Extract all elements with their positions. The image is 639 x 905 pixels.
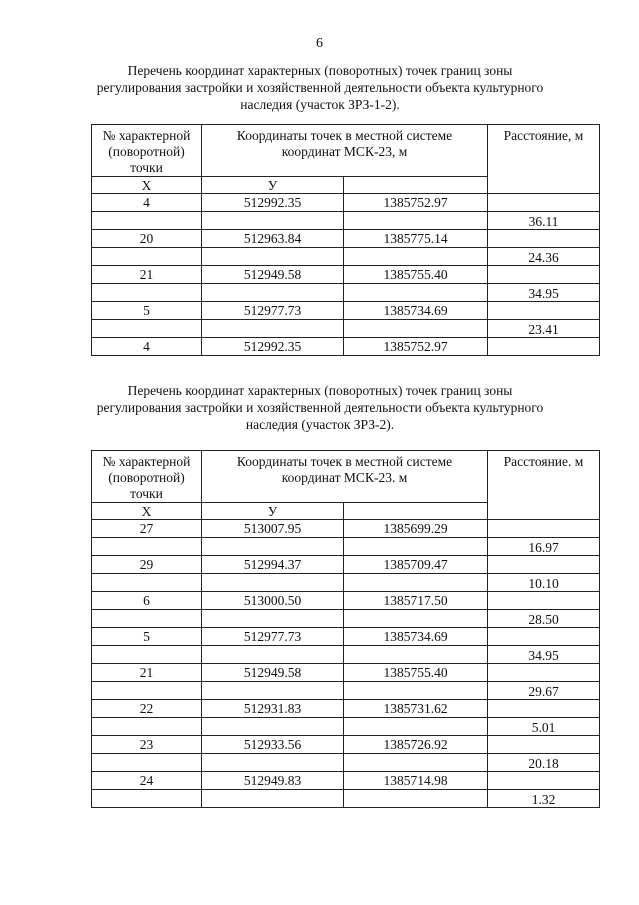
- distance-row: [92, 790, 600, 808]
- y-coordinate-cell-empty: [344, 682, 488, 700]
- distance-cell: 16.97: [488, 538, 600, 556]
- y-coordinate-cell-empty: [344, 718, 488, 736]
- x-coordinate-cell-empty: [202, 574, 344, 592]
- point-number-cell: 23: [92, 736, 202, 754]
- point-number-cell: 27: [92, 520, 202, 538]
- y-coordinate-cell: 1385717.50: [344, 592, 488, 610]
- distance-cell-empty: [488, 700, 600, 718]
- x-coordinate-cell-empty: [202, 718, 344, 736]
- point-number-cell-empty: [92, 212, 202, 230]
- point-column-header: [92, 125, 202, 177]
- x-coordinate-cell: 512977.73: [202, 302, 344, 320]
- y-coordinate-cell-empty: [344, 646, 488, 664]
- header-line: координат МСК-23, м: [281, 144, 408, 159]
- point-number-cell-empty: [92, 248, 202, 266]
- distance-cell: 34.95: [488, 646, 600, 664]
- header-line: № характерной: [102, 128, 191, 143]
- x-coordinate-cell: 512992.35: [202, 194, 344, 212]
- distance-cell-empty: [488, 736, 600, 754]
- distance-row: [92, 320, 600, 338]
- point-row: [92, 520, 600, 538]
- point-row: [92, 194, 600, 212]
- point-number-cell-empty: [92, 790, 202, 808]
- point-row: [92, 556, 600, 574]
- x-coordinate-cell-empty: [202, 754, 344, 772]
- coordinates-table-1: [91, 124, 600, 356]
- y-coordinate-cell-empty: [344, 610, 488, 628]
- point-number-cell: 24: [92, 772, 202, 790]
- y-coordinate-cell-empty: [344, 790, 488, 808]
- x-coordinate-cell-empty: [202, 212, 344, 230]
- point-row: [92, 664, 600, 682]
- point-number-cell: 6: [92, 592, 202, 610]
- y-coordinate-cell-empty: [344, 212, 488, 230]
- coordinates-column-header: [202, 125, 488, 177]
- distance-row: [92, 284, 600, 302]
- point-row: [92, 592, 600, 610]
- distance-row: [92, 610, 600, 628]
- y-coordinate-cell: 1385731.62: [344, 700, 488, 718]
- y-coordinate-cell: 1385755.40: [344, 266, 488, 284]
- point-number-cell-empty: [92, 754, 202, 772]
- page-number: 6: [316, 36, 323, 51]
- point-number-cell: 20: [92, 230, 202, 248]
- coordinates-column-header: [202, 451, 488, 503]
- x-column-header: Х: [92, 503, 202, 520]
- x-coordinate-cell: 513000.50: [202, 592, 344, 610]
- point-number-cell: 21: [92, 664, 202, 682]
- distance-cell-empty: [488, 556, 600, 574]
- y-coordinate-cell: 1385775.14: [344, 230, 488, 248]
- distance-cell: 20.18: [488, 754, 600, 772]
- distance-cell-empty: [488, 628, 600, 646]
- point-row: [92, 736, 600, 754]
- y-coordinate-cell: 1385752.97: [344, 338, 488, 356]
- caption-line: наследия (участок ЗРЗ-2).: [245, 417, 395, 432]
- distance-row: [92, 682, 600, 700]
- x-coordinate-cell-empty: [202, 790, 344, 808]
- x-coordinate-cell: 512949.58: [202, 664, 344, 682]
- distance-row: [92, 574, 600, 592]
- distance-cell: 1.32: [488, 790, 600, 808]
- distance-column-header: [488, 125, 600, 194]
- distance-row: [92, 212, 600, 230]
- y-coordinate-cell-empty: [344, 538, 488, 556]
- distance-cell: 34.95: [488, 284, 600, 302]
- x-coordinate-cell-empty: [202, 284, 344, 302]
- y-coordinate-cell: 1385699.29: [344, 520, 488, 538]
- distance-cell-empty: [488, 194, 600, 212]
- point-number-cell-empty: [92, 538, 202, 556]
- x-coordinate-cell-empty: [202, 682, 344, 700]
- distance-row: [92, 646, 600, 664]
- distance-cell: 28.50: [488, 610, 600, 628]
- distance-cell: 23.41: [488, 320, 600, 338]
- distance-cell: 24.36: [488, 248, 600, 266]
- distance-row: [92, 718, 600, 736]
- distance-cell-empty: [488, 772, 600, 790]
- y-column-header: У: [202, 177, 344, 194]
- point-number-cell: 4: [92, 194, 202, 212]
- point-row: [92, 230, 600, 248]
- section-1-caption: [85, 62, 555, 113]
- x-coordinate-cell: 512992.35: [202, 338, 344, 356]
- table-body: [92, 194, 600, 356]
- distance-row: [92, 248, 600, 266]
- header-line: (поворотной): [108, 470, 185, 485]
- distance-cell: 29.67: [488, 682, 600, 700]
- point-number-cell-empty: [92, 682, 202, 700]
- y-coordinate-cell-empty: [344, 574, 488, 592]
- y-coordinate-cell: 1385734.69: [344, 628, 488, 646]
- distance-cell-empty: [488, 302, 600, 320]
- caption-line: регулирования застройки и хозяйственной деятельности объекта культурного: [96, 80, 544, 95]
- x-column-header: Х: [92, 177, 202, 194]
- x-coordinate-cell: 513007.95: [202, 520, 344, 538]
- x-coordinate-cell-empty: [202, 248, 344, 266]
- table-header-row: [92, 125, 600, 177]
- y-column-header: У: [202, 503, 344, 520]
- distance-cell-empty: [488, 664, 600, 682]
- point-number-cell-empty: [92, 646, 202, 664]
- distance-cell-empty: [488, 592, 600, 610]
- distance-row: [92, 538, 600, 556]
- y-coordinate-cell: 1385726.92: [344, 736, 488, 754]
- x-coordinate-cell-empty: [202, 646, 344, 664]
- x-coordinate-cell-empty: [202, 320, 344, 338]
- point-row: [92, 302, 600, 320]
- table-body: [92, 520, 600, 808]
- header-line: Координаты точек в местной системе: [236, 128, 453, 143]
- distance-cell: 36.11: [488, 212, 600, 230]
- point-row: [92, 628, 600, 646]
- point-row: [92, 266, 600, 284]
- point-row: [92, 772, 600, 790]
- coordinates-table-2: [91, 450, 600, 808]
- point-number-cell-empty: [92, 610, 202, 628]
- header-line: № характерной: [102, 454, 191, 469]
- y-coordinate-cell-empty: [344, 248, 488, 266]
- y-coordinate-cell: 1385752.97: [344, 194, 488, 212]
- caption-line: регулирования застройки и хозяйственной деятельности объекта культурного: [96, 400, 544, 415]
- y-coordinate-cell: 1385714.98: [344, 772, 488, 790]
- caption-line: Перечень координат характерных (поворотных) точек границ зоны: [127, 63, 513, 78]
- point-row: [92, 700, 600, 718]
- x-coordinate-cell: 512963.84: [202, 230, 344, 248]
- x-coordinate-cell-empty: [202, 538, 344, 556]
- distance-column-header: [488, 451, 600, 520]
- point-number-cell: 29: [92, 556, 202, 574]
- header-line: Расстояние, м: [503, 128, 584, 143]
- point-number-cell: 22: [92, 700, 202, 718]
- point-number-cell-empty: [92, 574, 202, 592]
- point-number-cell: 4: [92, 338, 202, 356]
- header-line: Расстояние. м: [503, 454, 584, 469]
- header-line: точки: [130, 160, 163, 175]
- y-coordinate-cell: 1385734.69: [344, 302, 488, 320]
- y-coordinate-cell-empty: [344, 754, 488, 772]
- distance-row: [92, 754, 600, 772]
- point-column-header: [92, 451, 202, 503]
- distance-cell: 5.01: [488, 718, 600, 736]
- y-coordinate-cell: 1385755.40: [344, 664, 488, 682]
- distance-cell-empty: [488, 266, 600, 284]
- caption-line: Перечень координат характерных (поворотных) точек границ зоны: [127, 383, 513, 398]
- header-line: координат МСК-23. м: [281, 470, 408, 485]
- header-line: (поворотной): [108, 144, 185, 159]
- x-coordinate-cell: 512977.73: [202, 628, 344, 646]
- point-number-cell: 21: [92, 266, 202, 284]
- y-coordinate-cell-empty: [344, 320, 488, 338]
- x-coordinate-cell: 512931.83: [202, 700, 344, 718]
- point-number-cell: 5: [92, 628, 202, 646]
- point-number-cell-empty: [92, 320, 202, 338]
- x-coordinate-cell: 512994.37: [202, 556, 344, 574]
- distance-cell-empty: [488, 520, 600, 538]
- x-coordinate-cell: 512949.58: [202, 266, 344, 284]
- y-coordinate-cell-empty: [344, 284, 488, 302]
- distance-cell-empty: [488, 338, 600, 356]
- x-coordinate-cell-empty: [202, 610, 344, 628]
- header-line: Координаты точек в местной системе: [236, 454, 453, 469]
- distance-cell: 10.10: [488, 574, 600, 592]
- point-number-cell: 5: [92, 302, 202, 320]
- x-coordinate-cell: 512949.83: [202, 772, 344, 790]
- section-2-caption: [85, 382, 555, 433]
- distance-cell-empty: [488, 230, 600, 248]
- table-header-row: [92, 451, 600, 503]
- point-row: [92, 338, 600, 356]
- caption-line: наследия (участок ЗРЗ-1-2).: [240, 97, 400, 112]
- point-number-cell-empty: [92, 718, 202, 736]
- y-coordinate-cell: 1385709.47: [344, 556, 488, 574]
- header-line: точки: [130, 486, 163, 501]
- x-coordinate-cell: 512933.56: [202, 736, 344, 754]
- point-number-cell-empty: [92, 284, 202, 302]
